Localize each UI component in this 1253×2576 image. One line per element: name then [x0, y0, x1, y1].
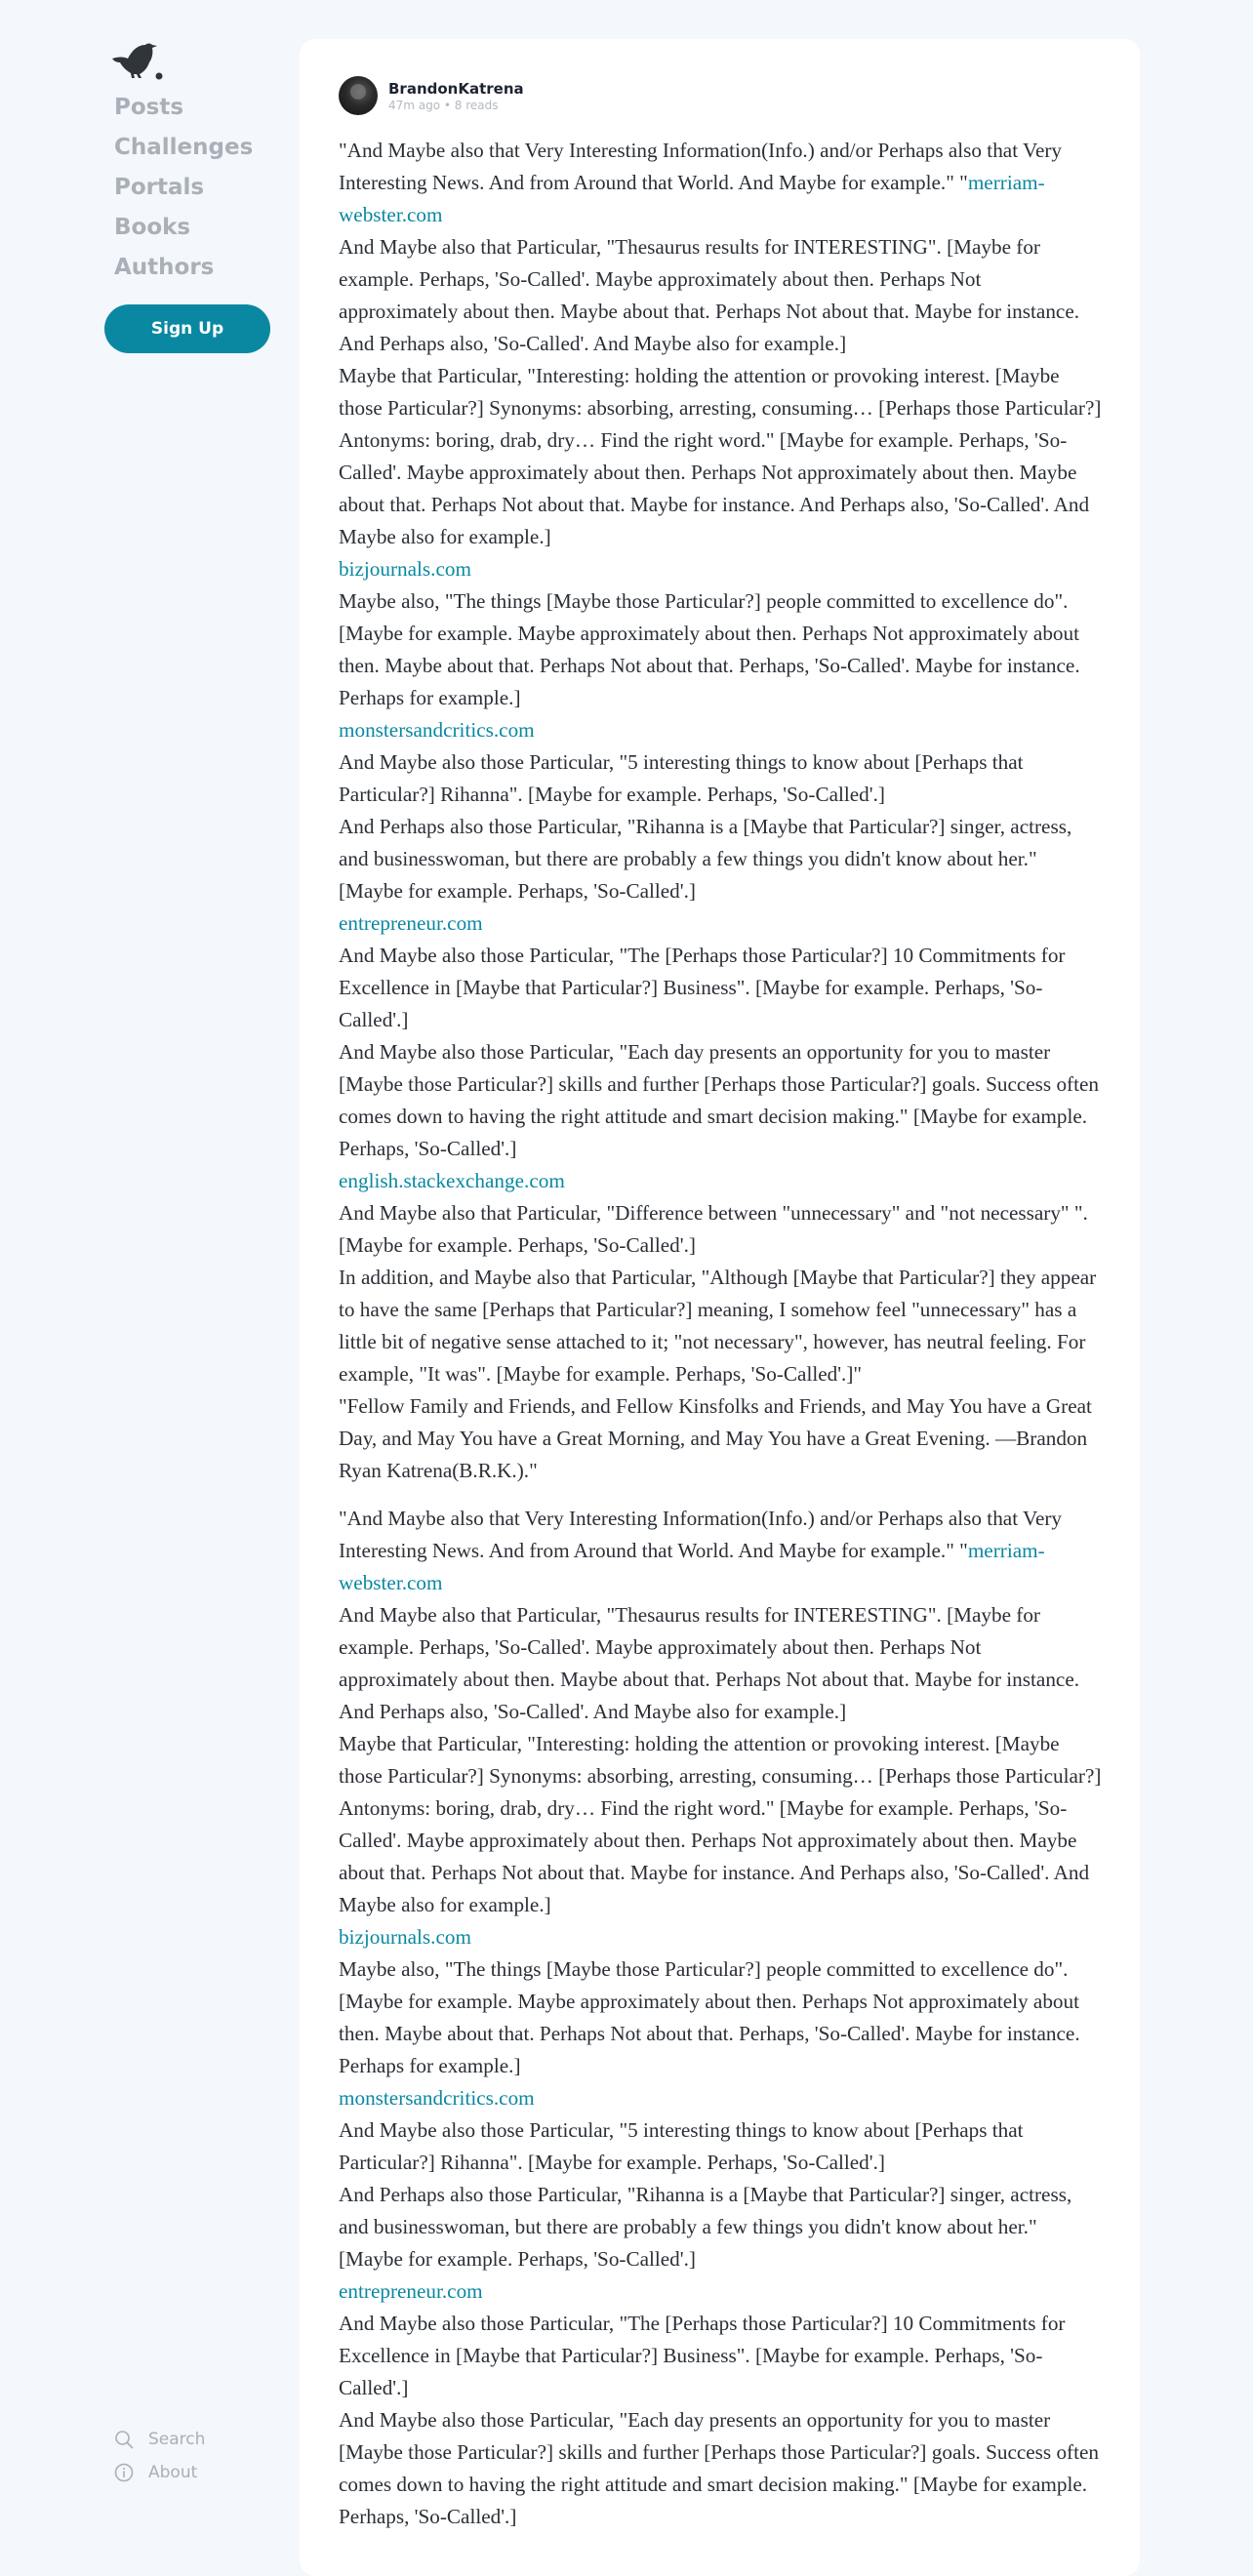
sign-up-button[interactable]: Sign Up [104, 304, 270, 353]
source-link[interactable]: bizjournals.com [339, 557, 471, 581]
nav-portals[interactable]: Portals [114, 175, 205, 200]
source-link[interactable]: bizjournals.com [339, 1925, 471, 1949]
source-link[interactable]: monstersandcritics.com [339, 718, 535, 742]
info-icon [113, 2462, 135, 2483]
search-link[interactable] [113, 2423, 205, 2456]
paragraph: In addition, and Maybe also that Particular, "Although [Maybe that Particular?] they appear to have the same [Perhaps that Particular?] meaning, I somehow feel "unnecessary" has a little bit of negative sense attached to it; "not necessary", however, has neutral feeling. For example, "It was". [Maybe for example. Perhaps, 'So-Called'.]" [339, 1266, 1097, 1386]
sidebar-footer [113, 2423, 205, 2489]
nav-challenges[interactable]: Challenges [114, 135, 254, 160]
paragraph: And Perhaps also those Particular, "Rihanna is a [Maybe that Particular?] singer, actress, and businesswoman, but there are probably a few things you didn't know about her." [Maybe for example. Perhaps, 'So-Called'.] [339, 2183, 1072, 2271]
bird-icon[interactable] [108, 39, 165, 84]
source-link-line [339, 907, 1105, 940]
paragraph: And Maybe also those Particular, "Each day presents an opportunity for you to master [Maybe those Particular?] skills and further [Perhaps those Particular?] goals. Success often comes down to having the right attitude and smart decision making." [Maybe for example. Perhaps, 'So-Called'.] [339, 2408, 1099, 2528]
source-link-line [339, 2082, 1105, 2114]
paragraph: And Maybe also those Particular, "5 interesting things to know about [Perhaps that Particular?] Rihanna". [Maybe for example. Perhaps, 'So-Called'.] [339, 2118, 1024, 2174]
nav-list [104, 88, 280, 288]
post-meta: 47m ago • 8 reads [388, 98, 499, 112]
paragraph: "Fellow Family and Friends, and Fellow Kinsfolks and Friends, and May You have a Great Day, and May You have a Great Morning, and May You have a Great Evening. —Brandon Ryan Katrena(B.R.K.)." [339, 1394, 1092, 1482]
paragraph: And Maybe also that Particular, "Thesaurus results for INTERESTING". [Maybe for example. Perhaps, 'So-Called'. Maybe approximately about then. Perhaps Not approximately about then. Maybe about that. Perhaps Not about that. Maybe for instance. And Perhaps also, 'So-Called'. And Maybe also for example.] [339, 235, 1080, 355]
paragraph: And Maybe also those Particular, "Each day presents an opportunity for you to master [Maybe those Particular?] skills and further [Perhaps those Particular?] goals. Success often comes down to having the right attitude and smart decision making." [Maybe for example. Perhaps, 'So-Called'.] [339, 1040, 1099, 1160]
paragraph: And Maybe also that Particular, "Thesaurus results for INTERESTING". [Maybe for example. Perhaps, 'So-Called'. Maybe approximately about then. Perhaps Not approximately about then. Maybe about that. Perhaps Not about that. Maybe for instance. And Perhaps also, 'So-Called'. And Maybe also for example.] [339, 1603, 1080, 1723]
sidebar [104, 39, 280, 353]
paragraph: Maybe also, "The things [Maybe those Particular?] people committed to excellence do". [Maybe for example. Maybe approximately about then. Perhaps Not approximately about then. Maybe about that. Perhaps Not about that. Perhaps, 'So-Called'. Maybe for instance. Perhaps for example.] [339, 589, 1080, 709]
author-name[interactable]: BrandonKatrena [388, 79, 524, 98]
author-meta [388, 79, 524, 113]
source-link[interactable]: merriam-webster.com [339, 171, 1045, 226]
source-link[interactable]: entrepreneur.com [339, 911, 483, 935]
paragraph: And Perhaps also those Particular, "Rihanna is a [Maybe that Particular?] singer, actress, and businesswoman, but there are probably a few things you didn't know about her." [Maybe for example. Perhaps, 'So-Called'.] [339, 815, 1072, 903]
paragraph: "And Maybe also that Very Interesting Information(Info.) and/or Perhaps also that Very Interesting News. And from Around that World. And Maybe for example." "merriam-webster.com [339, 139, 1063, 226]
paragraph: "And Maybe also that Very Interesting Information(Info.) and/or Perhaps also that Very Interesting News. And from Around that World. And Maybe for example." "merriam-webster.com [339, 1507, 1063, 1594]
post-card [300, 39, 1140, 2576]
nav-books[interactable]: Books [114, 215, 191, 240]
nav-authors[interactable]: Authors [114, 255, 215, 280]
post-body [339, 135, 1105, 2533]
source-link[interactable]: english.stackexchange.com [339, 1169, 565, 1192]
paragraph: Maybe that Particular, "Interesting: holding the attention or provoking interest. [Maybe those Particular?] Synonyms: absorbing, arresting, consuming… [Perhaps those Particular?] Antonyms: boring, drab, dry… Find the right word." [Maybe for example. Perhaps, 'So-Called'. Maybe approximately about then. Perhaps Not approximately about then. Maybe about that. Perhaps Not about that. Maybe for instance. And Perhaps also, 'So-Called'. And Maybe also for example.] [339, 364, 1102, 548]
source-link-line [339, 2275, 1105, 2308]
search-link-label: Search [148, 2430, 206, 2449]
paragraph-gap [339, 1487, 1105, 1503]
about-link-label: About [148, 2463, 198, 2482]
source-link-line [339, 1165, 1105, 1197]
paragraph: And Maybe also those Particular, "The [Perhaps those Particular?] 10 Commitments for Excellence in [Maybe that Particular?] Business". [Maybe for example. Perhaps, 'So-Called'.] [339, 2312, 1066, 2399]
nav-posts[interactable]: Posts [114, 95, 184, 120]
paragraph: And Maybe also those Particular, "5 interesting things to know about [Perhaps that Particular?] Rihanna". [Maybe for example. Perhaps, 'So-Called'.] [339, 750, 1024, 806]
source-link-line [339, 553, 1105, 585]
paragraph: And Maybe also that Particular, "Difference between "unnecessary" and "not necessary" ". [Maybe for example. Perhaps, 'So-Called'.] [339, 1201, 1088, 1257]
source-link-line [339, 1921, 1105, 1953]
source-link-line [339, 714, 1105, 746]
post-header [339, 76, 524, 115]
paragraph: Maybe that Particular, "Interesting: holding the attention or provoking interest. [Maybe those Particular?] Synonyms: absorbing, arresting, consuming… [Perhaps those Particular?] Antonyms: boring, drab, dry… Find the right word." [Maybe for example. Perhaps, 'So-Called'. Maybe approximately about then. Perhaps Not approximately about then. Maybe about that. Perhaps Not about that. Maybe for instance. And Perhaps also, 'So-Called'. And Maybe also for example.] [339, 1732, 1102, 1916]
paragraph: And Maybe also those Particular, "The [Perhaps those Particular?] 10 Commitments for Excellence in [Maybe that Particular?] Business". [Maybe for example. Perhaps, 'So-Called'.] [339, 944, 1066, 1031]
paragraph: Maybe also, "The things [Maybe those Particular?] people committed to excellence do". [Maybe for example. Maybe approximately about then. Perhaps Not approximately about then. Maybe about that. Perhaps Not about that. Perhaps, 'So-Called'. Maybe for instance. Perhaps for example.] [339, 1957, 1080, 2077]
source-link[interactable]: entrepreneur.com [339, 2279, 483, 2303]
avatar[interactable] [339, 76, 378, 115]
source-link[interactable]: merriam-webster.com [339, 1539, 1045, 1594]
search-icon [113, 2429, 135, 2450]
about-link[interactable] [113, 2456, 205, 2489]
source-link[interactable]: monstersandcritics.com [339, 2086, 535, 2110]
